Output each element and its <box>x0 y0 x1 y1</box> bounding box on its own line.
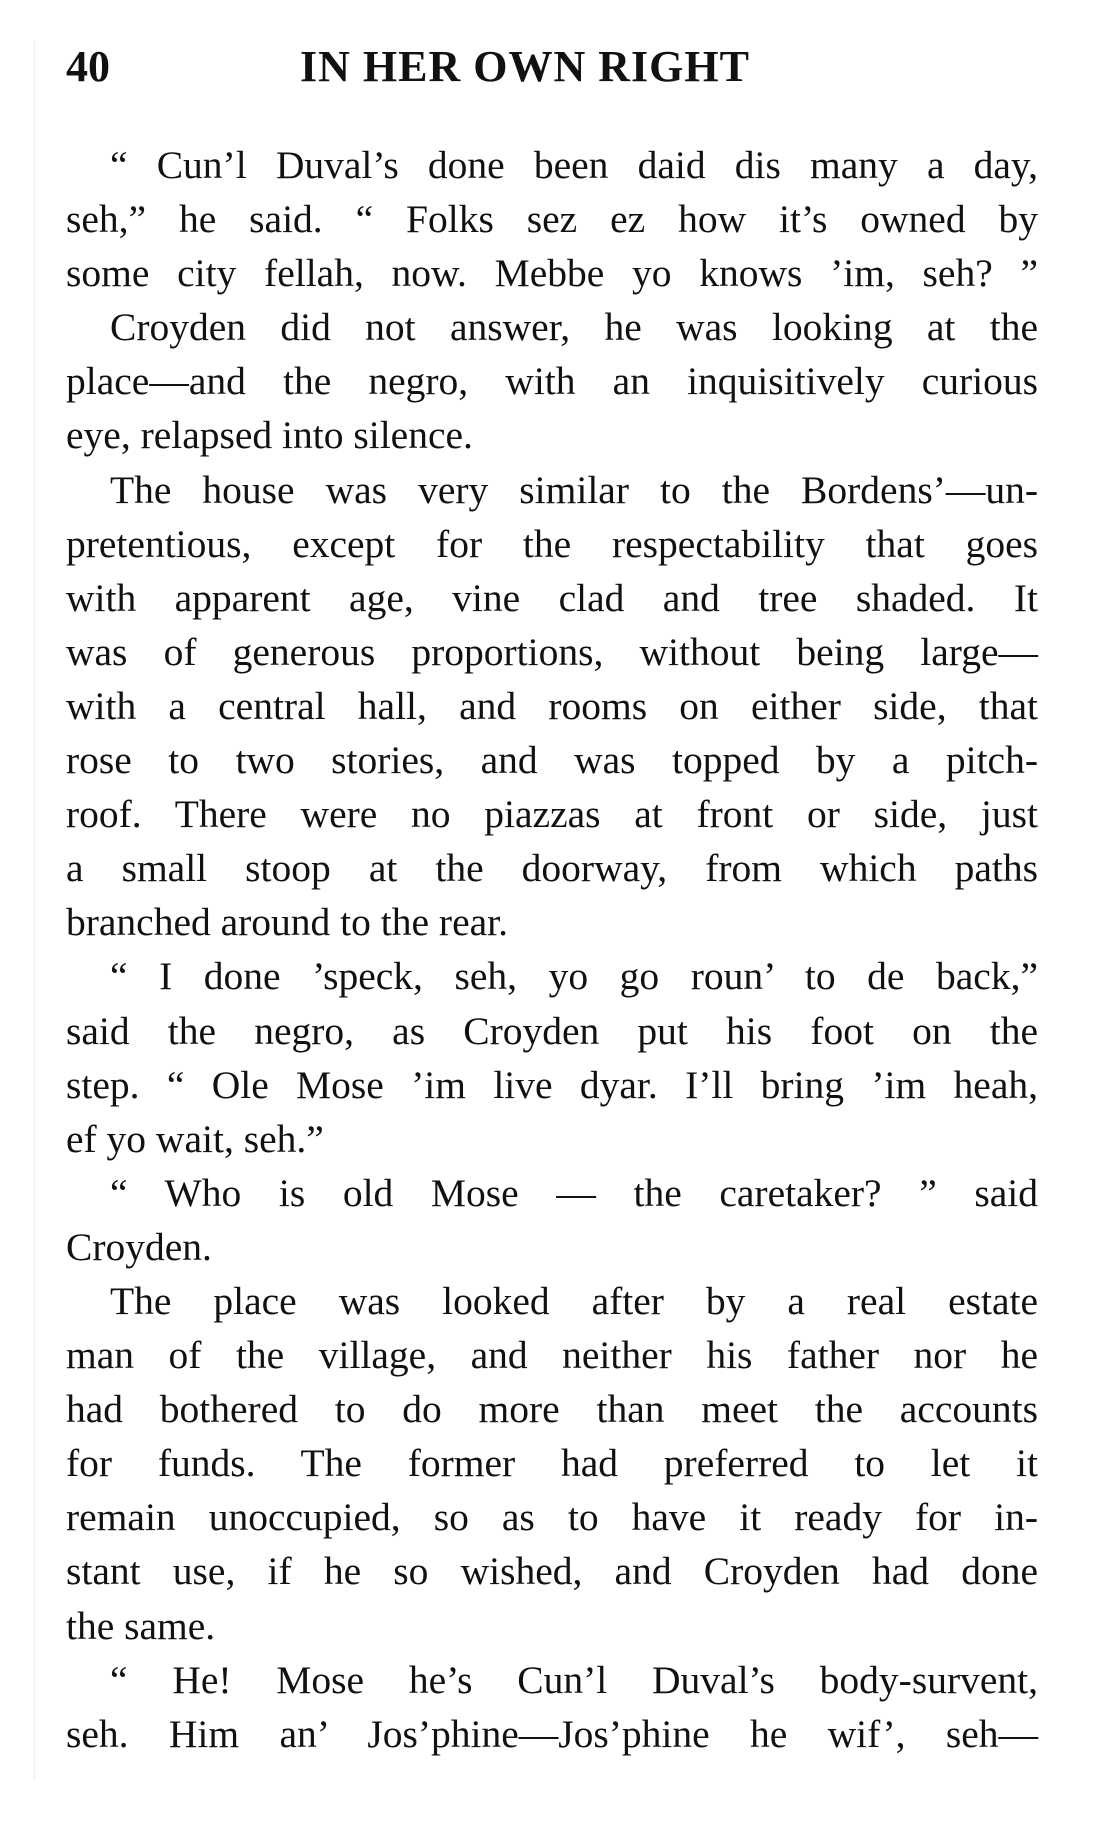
text-line: seh. Him an’ Jos’phine—Jos’phine he wif’, seh— <box>66 1711 1038 1756</box>
paragraph <box>66 463 1038 950</box>
text-line: had bothered to do more than meet the accounts <box>66 1387 1038 1432</box>
text-line: eye, relapsed into silence. <box>66 413 473 458</box>
text-line: Croyden did not answer, he was looking at the <box>110 305 1038 350</box>
text-line: the same. <box>66 1603 216 1648</box>
text-line: Croyden. <box>66 1224 212 1269</box>
paragraph <box>66 1166 1038 1274</box>
text-line: The place was looked after by a real estate <box>110 1278 1038 1323</box>
body-text <box>66 138 1038 1761</box>
paragraph <box>66 949 1038 1165</box>
page-edge-shadow <box>34 40 35 1780</box>
paragraph <box>66 138 1038 300</box>
text-line: “ I done ’speck, seh, yo go roun’ to de back,” <box>110 954 1038 999</box>
text-line: stant use, if he so wished, and Croyden had done <box>66 1549 1038 1594</box>
text-line: place—and the negro, with an inquisitively curious <box>66 359 1038 404</box>
paragraph <box>66 1274 1038 1653</box>
paragraph <box>66 1653 1038 1761</box>
text-line: branched around to the rear. <box>66 900 508 945</box>
text-line: The house was very similar to the Bordens’—un- <box>110 467 1038 512</box>
paragraph <box>66 300 1038 462</box>
page-number: 40 <box>66 42 110 91</box>
text-line: seh,” he said. “ Folks sez ez how it’s owned by <box>66 197 1038 242</box>
text-line: with apparent age, vine clad and tree shaded. It <box>66 575 1038 620</box>
text-line: a small stoop at the doorway, from which paths <box>66 846 1038 891</box>
running-header <box>62 40 1042 100</box>
text-line: some city fellah, now. Mebbe yo knows ’im, seh? ” <box>66 251 1038 296</box>
text-line: for funds. The former had preferred to let it <box>66 1441 1038 1486</box>
text-line: with a central hall, and rooms on either side, that <box>66 683 1038 728</box>
text-line: “ Who is old Mose — the caretaker? ” said <box>110 1170 1038 1215</box>
text-line: ef yo wait, seh.” <box>66 1116 324 1161</box>
text-line: rose to two stories, and was topped by a pitch- <box>66 738 1038 783</box>
text-line: said the negro, as Croyden put his foot on the <box>66 1008 1038 1053</box>
text-line: pretentious, except for the respectability that goes <box>66 521 1038 566</box>
text-line: step. “ Ole Mose ’im live dyar. I’ll bring ’im heah, <box>66 1062 1038 1107</box>
text-line: roof. There were no piazzas at front or side, just <box>66 792 1038 837</box>
text-line: was of generous proportions, without being large— <box>66 629 1038 674</box>
text-line: “ He! Mose he’s Cun’l Duval’s body-survent, <box>110 1657 1038 1702</box>
text-line: “ Cun’l Duval’s done been daid dis many a day, <box>110 143 1038 187</box>
text-line: man of the village, and neither his father nor he <box>66 1333 1038 1378</box>
text-line: remain unoccupied, so as to have it ready for in- <box>66 1495 1038 1540</box>
running-title: IN HER OWN RIGHT <box>300 42 750 91</box>
